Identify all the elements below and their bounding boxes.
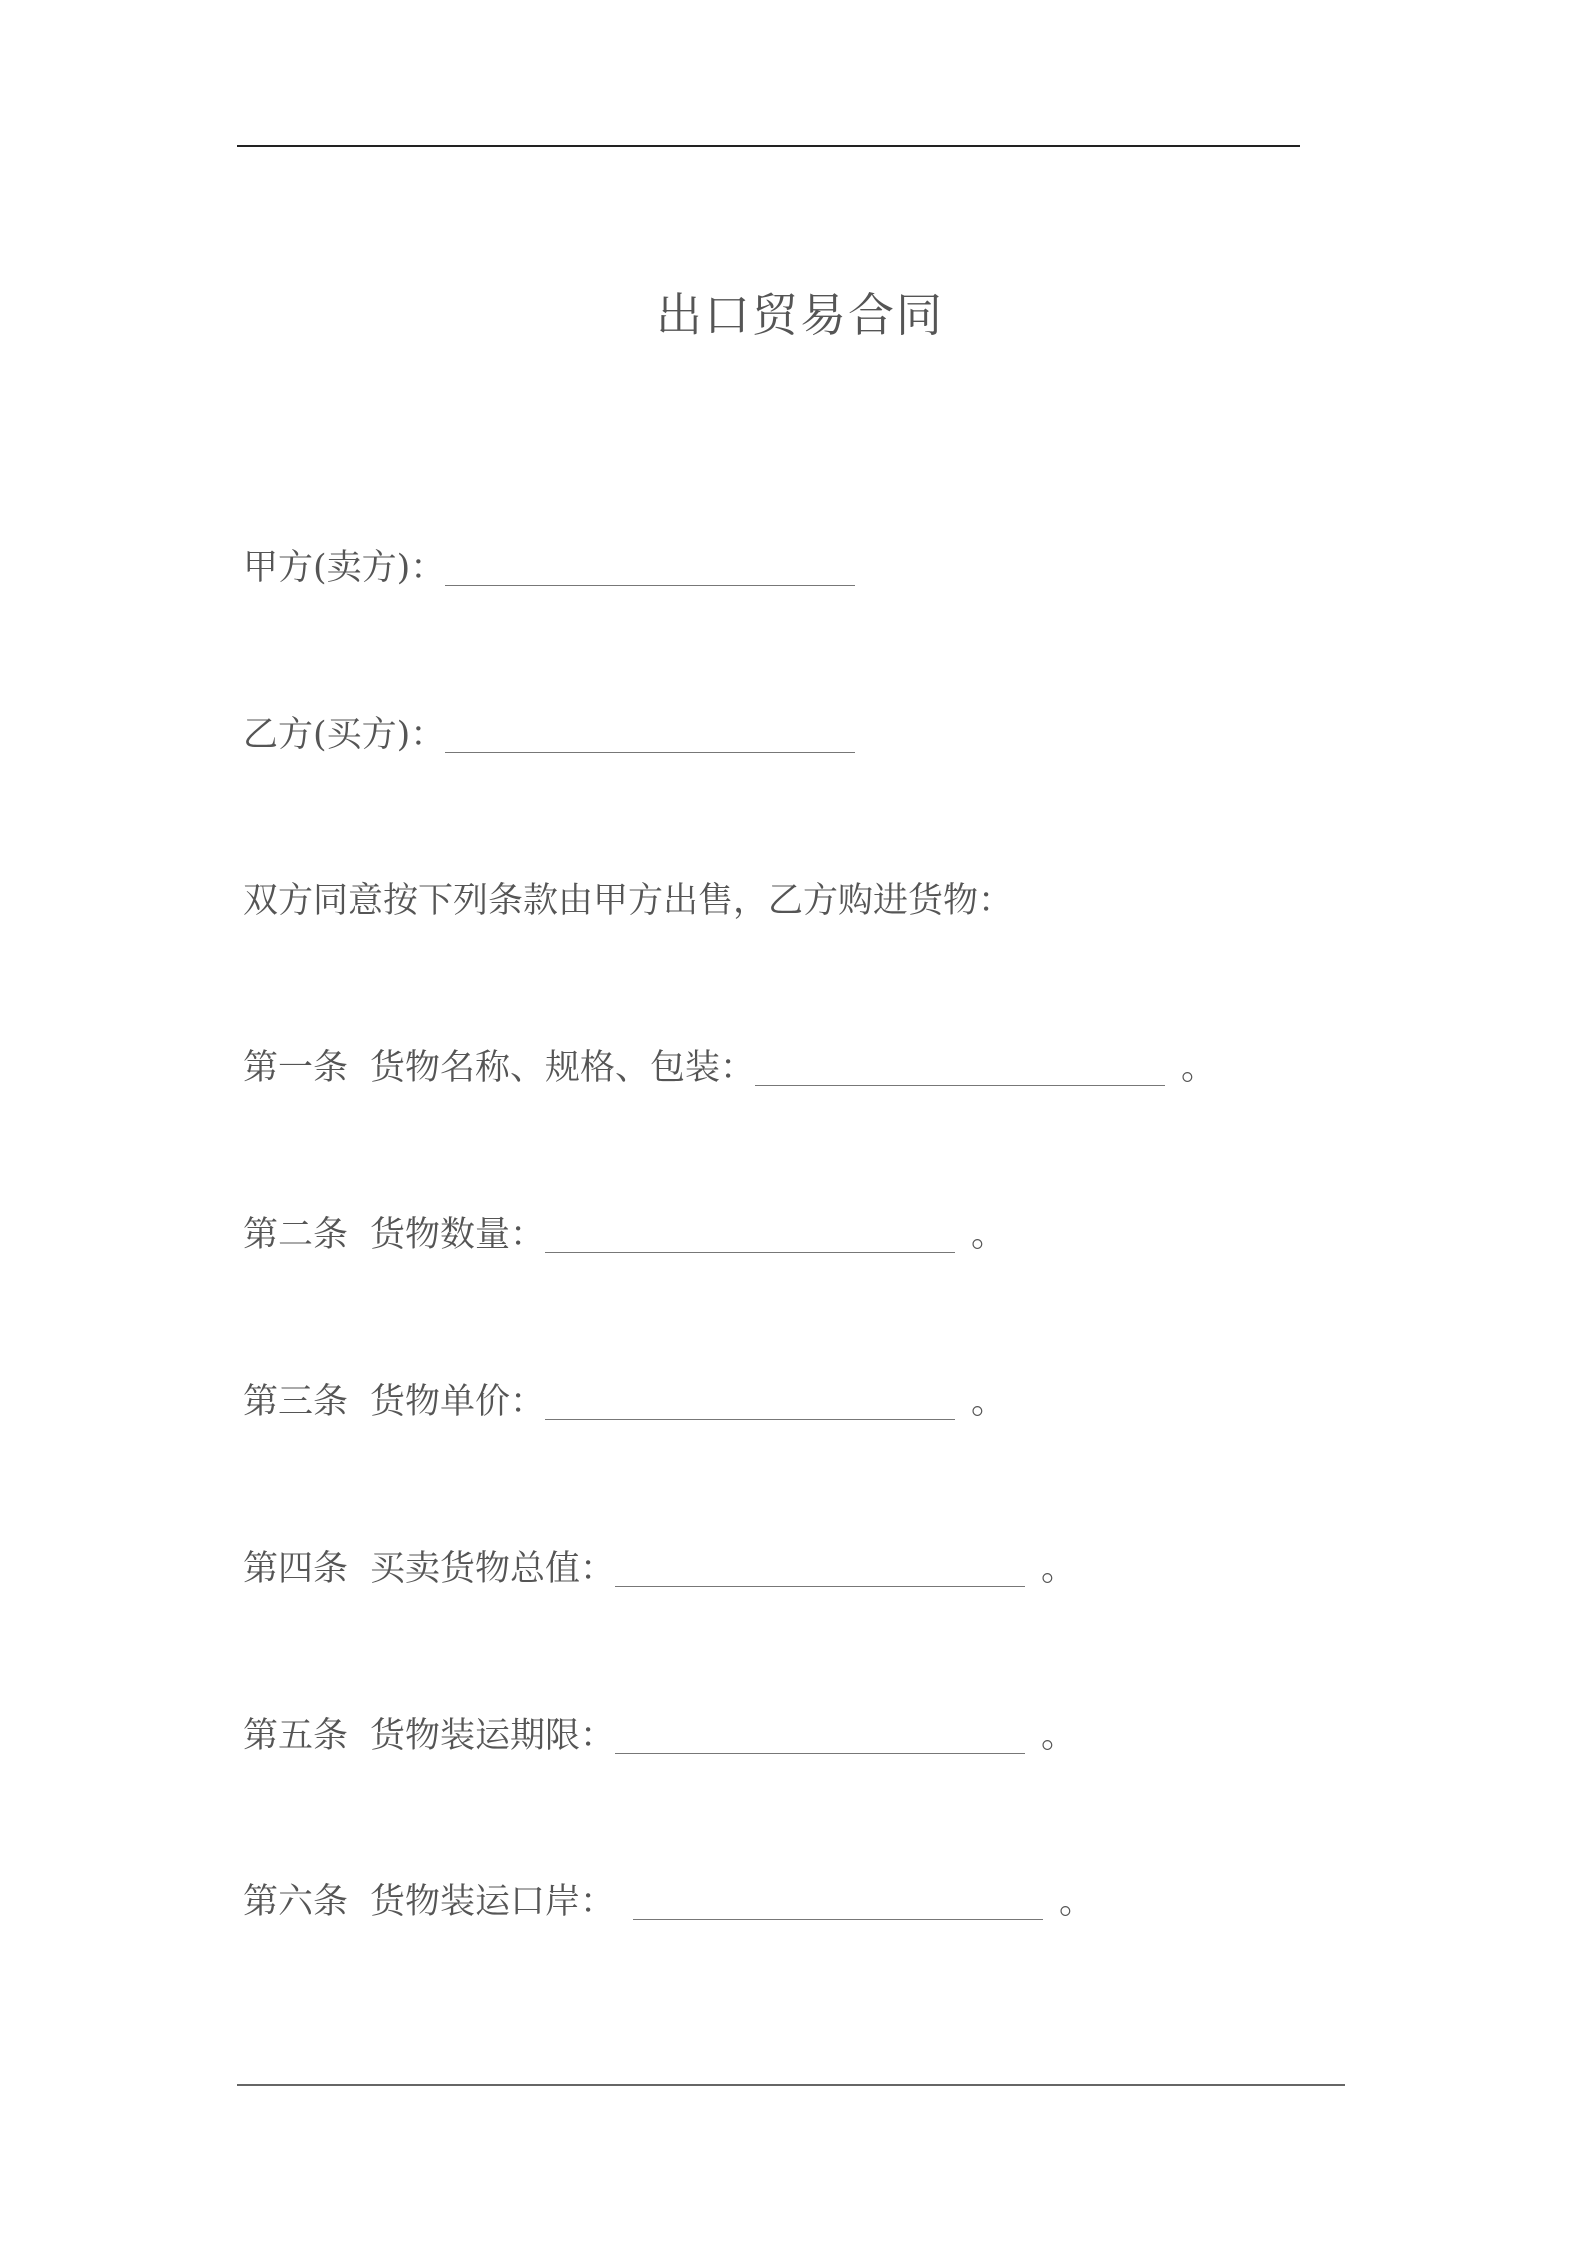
footer-rule (237, 2084, 1345, 2086)
party-b-blank[interactable] (445, 752, 855, 753)
article-4 (243, 1544, 1076, 1594)
article-number: 第五条 (243, 1716, 349, 1756)
article-2 (243, 1210, 1006, 1260)
party-a-blank[interactable] (445, 585, 855, 586)
article-number: 第二条 (243, 1215, 349, 1255)
article-2-blank[interactable] (545, 1252, 955, 1253)
article-end-mark: 。 (1041, 1549, 1077, 1589)
party-b-label: 乙方(买方)： (243, 715, 446, 755)
article-number: 第四条 (243, 1549, 349, 1589)
article-3 (243, 1377, 1006, 1427)
intro-line (243, 876, 1013, 926)
document-title: 出口贸易合同 (656, 288, 944, 342)
article-label: 货物数量： (370, 1215, 546, 1255)
article-end-mark: 。 (1041, 1716, 1077, 1756)
header-rule (237, 145, 1300, 147)
article-1 (243, 1043, 1216, 1093)
article-label: 货物名称、规格、包装： (370, 1048, 756, 1088)
article-end-mark: 。 (1181, 1048, 1217, 1088)
article-5-blank[interactable] (615, 1753, 1025, 1754)
party-b-line (243, 710, 855, 760)
article-number: 第一条 (243, 1048, 349, 1088)
article-label: 买卖货物总值： (370, 1549, 616, 1589)
article-end-mark: 。 (1059, 1882, 1095, 1922)
party-a-label: 甲方(卖方)： (243, 548, 446, 588)
article-number: 第三条 (243, 1382, 349, 1422)
article-end-mark: 。 (971, 1382, 1007, 1422)
article-6-blank[interactable] (633, 1919, 1043, 1920)
intro-text: 双方同意按下列条款由甲方出售，乙方购进货物： (243, 881, 1014, 921)
article-3-blank[interactable] (545, 1419, 955, 1420)
article-label: 货物单价： (370, 1382, 546, 1422)
article-4-blank[interactable] (615, 1586, 1025, 1587)
article-number: 第六条 (243, 1882, 349, 1922)
article-end-mark: 。 (971, 1215, 1007, 1255)
article-label: 货物装运口岸： (370, 1882, 616, 1922)
article-5 (243, 1711, 1076, 1761)
article-1-blank[interactable] (755, 1085, 1165, 1086)
party-a-line (243, 543, 855, 593)
article-6 (243, 1877, 1094, 1927)
article-label: 货物装运期限： (370, 1716, 616, 1756)
